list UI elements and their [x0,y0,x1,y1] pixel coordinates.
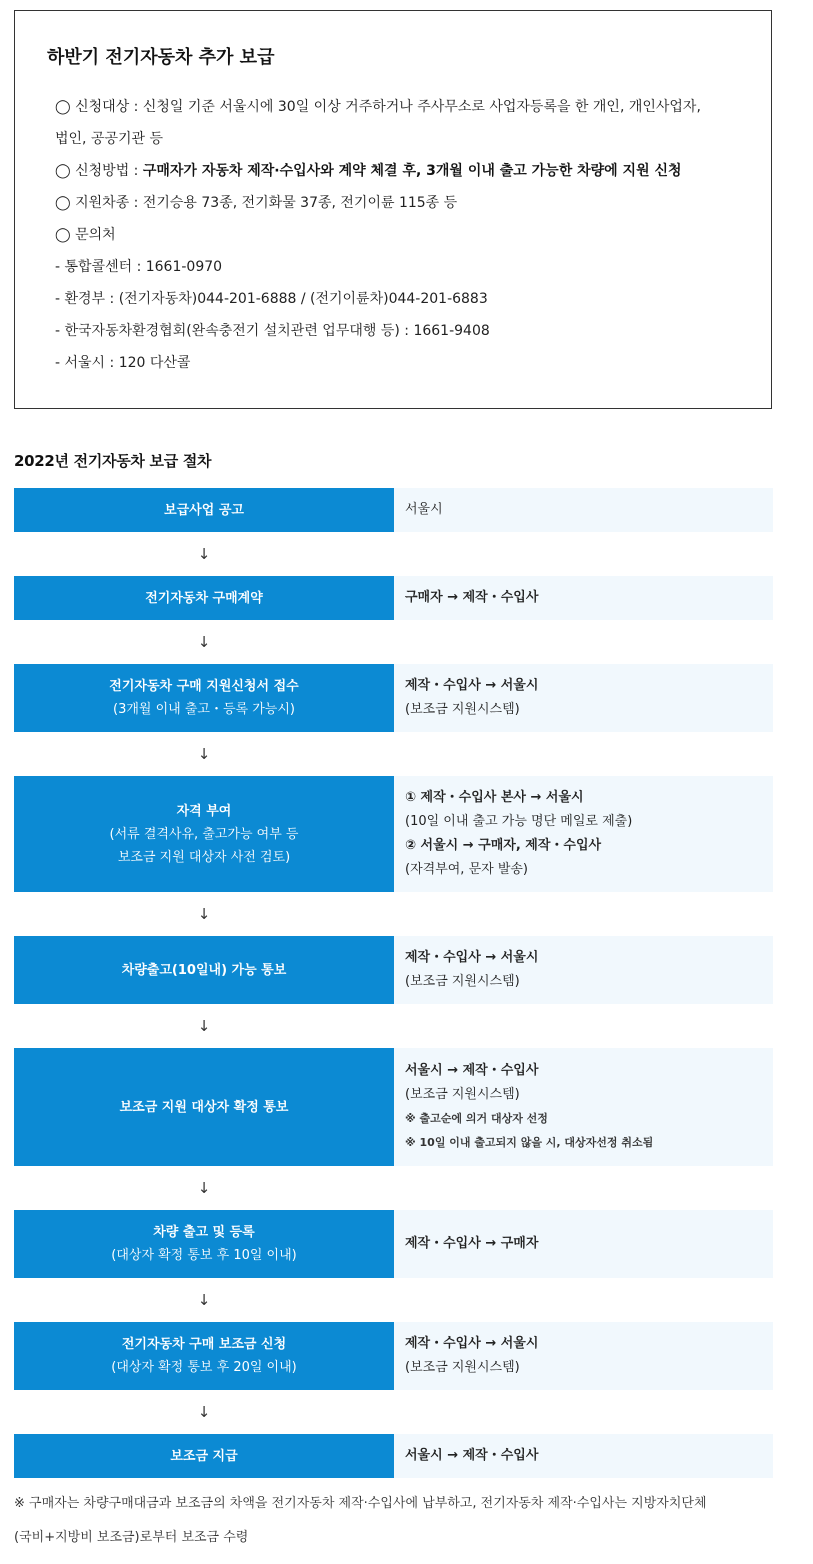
notice-line-ministry: - 환경부 : (전기자동차)044-201-6888 / (전기이륜차)044-201-6883 [55,291,488,307]
step-detail-line: 제작・수입사 → 서울시 [405,678,539,693]
step-detail-line: 제작・수입사 → 서울시 [405,1336,539,1351]
flow-arrow-icon: ↓ [197,1179,211,1197]
flow-arrow-icon: ↓ [197,1017,211,1035]
step-label-title: 자격 부여 [176,803,232,819]
step-detail [394,776,773,892]
step-label [14,488,394,532]
notice-line-target-cont: 법인, 공공기관 등 [55,131,164,147]
notice-line-target: ◯ 신청대상 : 신청일 기준 서울시에 30일 이상 거주하거나 주사무소로 사업자등록을 한 개인, 개인사업자, [55,99,701,115]
procedure-step [14,1210,773,1278]
step-label [14,936,394,1004]
step-detail-line: (자격부여, 문자 발송) [405,862,529,877]
step-label-sub: (서류 결격사유, 출고가능 여부 등 [109,826,299,842]
procedure-step [14,1434,773,1478]
flow-arrow-icon: ↓ [197,905,211,923]
procedure-title: 2022년 전기자동차 보급 절차 [14,452,212,470]
flow-arrow-icon: ↓ [197,1291,211,1309]
procedure-step [14,488,773,532]
step-detail-line: 서울시 → 제작・수입사 [405,1448,539,1463]
notice-method-bold: 구매자가 자동차 제작·수입사와 계약 체결 후, 3개월 이내 출고 가능한 차량에 지원 신청 [142,163,682,179]
flow-arrow-icon: ↓ [197,745,211,763]
step-label-sub: (대상자 확정 통보 후 20일 이내) [111,1360,297,1375]
procedure-step [14,664,773,732]
step-label-sub: (3개월 이내 출고・등록 가능시) [113,702,295,717]
step-label-sub: (대상자 확정 통보 후 10일 이내) [111,1248,297,1263]
step-label-title: 보조금 지원 대상자 확정 통보 [119,1099,289,1115]
step-detail [394,1322,773,1390]
step-label [14,1322,394,1390]
step-label [14,576,394,620]
notice-method-prefix: ◯ 신청방법 : [55,163,143,179]
step-label-title: 보조금 지급 [170,1448,238,1464]
step-label-title: 전기자동차 구매계약 [145,590,263,606]
procedure-step [14,776,773,892]
step-detail [394,1434,773,1478]
step-detail [394,936,773,1004]
step-detail [394,576,773,620]
notice-lines [55,91,760,379]
procedure-step [14,936,773,1004]
footnote [14,1487,804,1555]
flow-arrow-icon: ↓ [197,633,211,651]
step-detail [394,488,773,532]
footnote-line: ※ 구매자는 차량구매대금과 보조금의 차액을 전기자동차 제작·수입사에 납부하고, 전기자동차 제작·수입사는 지방자치단체 [14,1496,707,1511]
notice-line-models: ◯ 지원차종 : 전기승용 73종, 전기화물 37종, 전기이륜 115종 등 [55,195,458,211]
step-detail-line: ② 서울시 → 구매자, 제작・수입사 [405,838,602,853]
step-label-title: 차량출고(10일내) 가능 통보 [121,962,287,978]
step-detail-line: (보조금 지원시스템) [405,702,520,717]
notice-line-association: - 한국자동차환경협회(완속충전기 설치관련 업무대행 등) : 1661-9408 [55,323,490,339]
step-detail-line: 구매자 → 제작・수입사 [405,590,539,605]
step-detail [394,1048,773,1166]
notice-line-callcenter: - 통합콜센터 : 1661-0970 [55,259,223,275]
notice-line-contact-heading: ◯ 문의처 [55,227,116,243]
footnote-line: (국비+지방비 보조금)로부터 보조금 수령 [14,1530,249,1545]
step-detail-note: ※ 출고순에 의거 대상자 선정 [405,1112,548,1125]
step-label [14,664,394,732]
step-label [14,776,394,892]
step-detail-line: 서울시 [405,502,443,517]
step-detail-line: (10일 이내 출고 가능 명단 메일로 제출) [405,814,633,829]
step-label [14,1048,394,1166]
step-label-sub: 보조금 지원 대상자 사전 검토) [117,849,291,865]
procedure-step [14,1322,773,1390]
step-label [14,1210,394,1278]
step-label-title: 차량 출고 및 등록 [153,1225,255,1240]
procedure-step [14,1048,773,1166]
step-label-title: 보급사업 공고 [164,502,244,518]
step-label-title: 전기자동차 구매 보조금 신청 [121,1337,287,1352]
step-detail-line: ① 제작・수입사 본사 → 서울시 [405,790,584,805]
notice-line-method [55,155,760,187]
notice-line-seoul: - 서울시 : 120 다산콜 [55,355,191,371]
notice-box [14,10,772,409]
step-detail-line: 제작・수입사 → 구매자 [405,1236,539,1251]
step-detail-line: 제작・수입사 → 서울시 [405,950,539,965]
step-detail-line: (보조금 지원시스템) [405,974,520,989]
procedure-step [14,576,773,620]
notice-title: 하반기 전기자동차 추가 보급 [47,47,275,68]
flow-arrow-icon: ↓ [197,1403,211,1421]
step-label-title: 전기자동차 구매 지원신청서 접수 [109,679,299,694]
step-detail [394,1210,773,1278]
step-detail-note: ※ 10일 이내 출고되지 않을 시, 대상자선정 취소됨 [405,1136,654,1149]
step-detail [394,664,773,732]
step-detail-line: 서울시 → 제작・수입사 [405,1063,539,1078]
step-label [14,1434,394,1478]
step-detail-line: (보조금 지원시스템) [405,1087,520,1102]
step-detail-line: (보조금 지원시스템) [405,1360,520,1375]
flow-arrow-icon: ↓ [197,545,211,563]
